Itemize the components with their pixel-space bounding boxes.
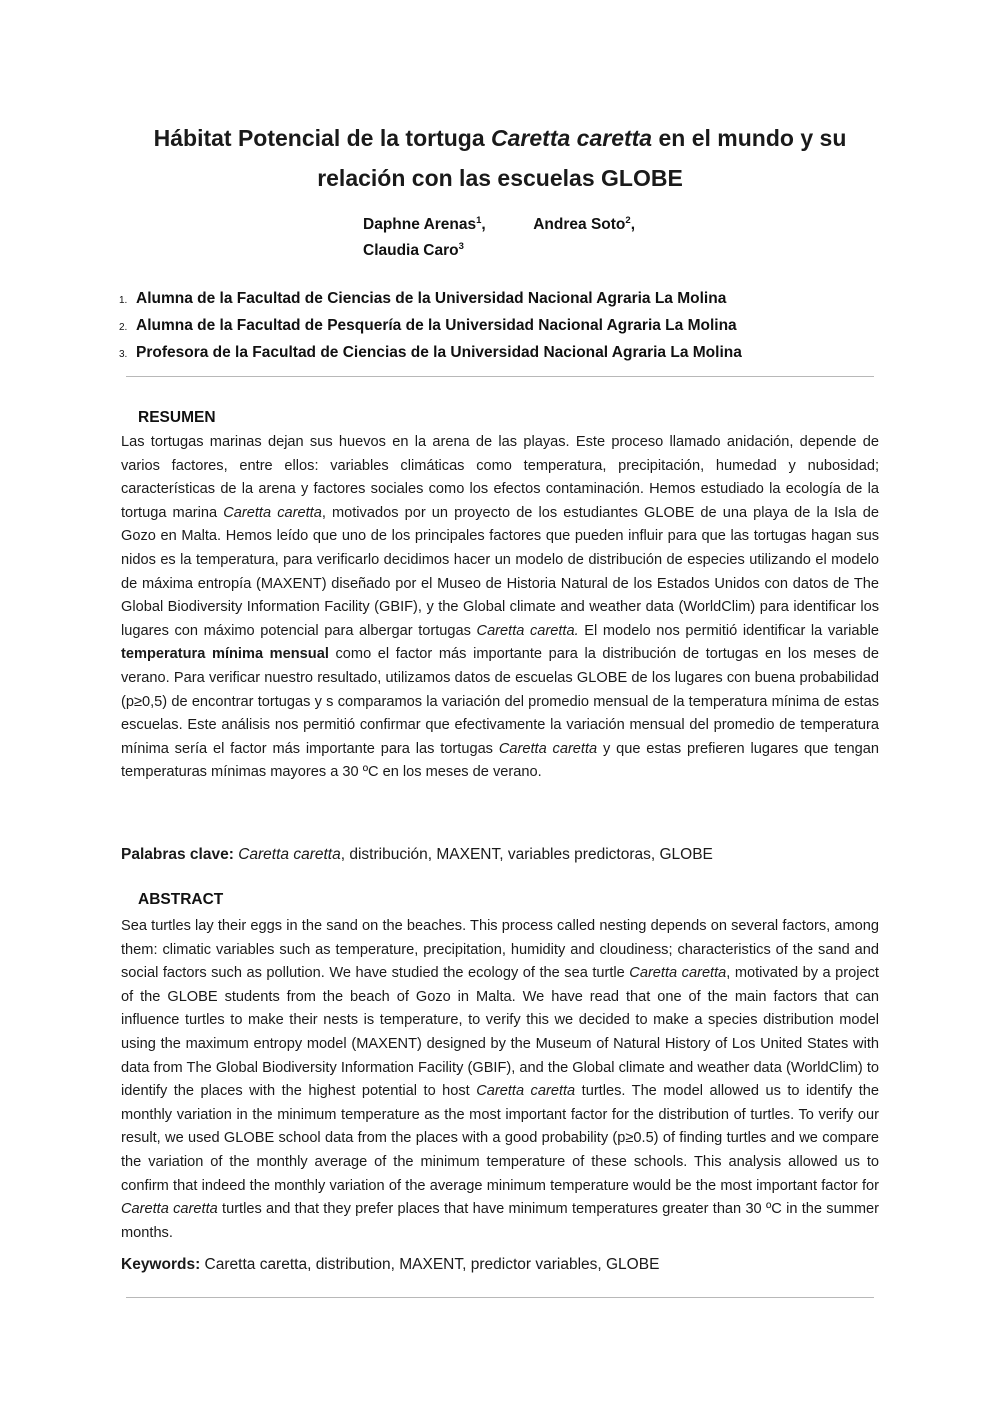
affiliation-item [119,286,879,313]
affiliation-text: Alumna de la Facultad de Ciencias de la Universidad Nacional Agraria La Molina [136,290,727,307]
divider-top [126,376,874,377]
affiliation-text: Alumna de la Facultad de Pesquería de la Universidad Nacional Agraria La Molina [136,317,737,334]
author-affil-sup: 1 [476,214,482,226]
abstract-heading: ABSTRACT [138,891,224,908]
palabras-clave [121,846,879,864]
title-text: relación con las escuelas GLOBE [317,165,683,191]
author-name: Daphne Arenas [363,216,477,233]
species-name: Caretta caretta [498,740,598,757]
palabras-clave-label: Palabras clave: [121,846,234,863]
body-text: El modelo nos permitió identificar la variable [578,622,879,639]
paper-title [100,118,900,198]
affiliation-list [119,286,879,367]
keywords-text: Caretta caretta, distribution, MAXENT, predictor variables, GLOBE [200,1256,660,1273]
author-affil-sup: 3 [458,240,464,252]
author-separator: , [630,216,635,233]
title-text: Hábitat Potencial de la tortuga [153,125,492,151]
species-name: Caretta caretta [121,1201,218,1218]
title-text: en el mundo y su [652,125,847,151]
title-species: Caretta caretta [491,125,653,151]
affiliation-number: 3. [119,349,128,360]
palabras-clave-text: , distribución, MAXENT, variables predictoras, GLOBE [340,846,713,863]
species-name: Caretta caretta [629,965,727,982]
body-text: turtles and that they prefer places that have minimum temperatures greater than 30 ºC in the summer months. [121,1201,879,1241]
species-name: Caretta caretta [238,846,341,863]
species-name: Caretta caretta [476,1083,576,1100]
author-separator: , [481,216,486,233]
body-text: , motivados por un proyecto de los estudiantes GLOBE de una playa de la Isla de Gozo en Malta. Hemos leído que uno de los principales factores que pueden influir para que las tortugas hagan sus nidos es la temperatura, para verificarlo decidimos hacer un modelo de distribución de especies utilizando el modelo de máxima entropía (MAXENT) diseñado por el Museo de Historia Natural de los Estados Unidos con datos de The Global Biodiversity Information Facility (GBIF), y the Global climate and weather data (WorldClim) para identificar los lugares con máximo potencial para albergar tortugas [121,504,880,639]
author-affil-sup: 2 [625,214,631,226]
body-text: Sea turtles lay their eggs in the sand on the beaches. This process called nesting depends on several factors, among them: climatic variables such as temperature, precipitation, humidity and cloudiness; characteristics of the sand and social factors such as pollution. We have studied the ecology of the sea turtle [121,918,879,982]
body-text: como el factor más importante para la distribución de tortugas en los meses de verano. Para verificar nuestro resultado, utilizamos datos de escuelas GLOBE de los lugares con buena probabilidad (p≥0,5) de encontrar tortugas y s comparamos la variación del promedio mensual de la temperatura mínima de estas escuelas. Este análisis nos permitió confirmar que efectivamente la variación mensual del promedio de temperatura mínima sería el factor más importante para las tortugas [121,646,880,757]
author [363,212,486,238]
affiliation-number: 1. [119,295,128,306]
author [533,212,635,238]
body-text: Las tortugas marinas dejan sus huevos en la arena de las playas. Este proceso llamado anidación, depende de varios factores, entre ellos: variables climáticas como temperatura, precipitación, humedad y nubosidad; características de la arena y factores sociales como los efectos contaminación. Hemos estudiado la ecología de la tortuga marina [121,434,879,521]
emphasis-text: temperatura mínima mensual [121,646,329,663]
abstract-body [121,915,879,1245]
affiliation-text: Profesora de la Facultad de Ciencias de la Universidad Nacional Agraria La Molina [136,344,742,361]
body-text: y que estas prefieren lugares que tengan temperaturas mínimas mayores a 30 ºC en los meses de verano. [121,740,879,781]
affiliation-item [119,313,879,340]
keywords [121,1256,879,1274]
author-name: Claudia Caro [363,242,459,259]
author [363,242,464,259]
divider-bottom [126,1297,874,1298]
species-name: Caretta caretta [223,504,322,521]
body-text: turtles. The model allowed us to identify the monthly variation in the minimum temperature as the most important factor for the distribution of turtles. To verify our result, we used GLOBE school data from the places with a good probability (p≥0.5) of finding turtles and we compare the variation of the monthly average of the minimum temperature of these schools. This analysis allowed us to confirm that indeed the monthly variation of the average minimum temperature would be the most important factor for [121,1083,879,1194]
author-list [363,212,663,264]
author-name: Andrea Soto [533,216,626,233]
affiliation-number: 2. [119,322,128,333]
species-name: Caretta caretta. [476,622,579,639]
affiliation-item [119,340,879,367]
resumen-body [121,431,879,785]
resumen-heading: RESUMEN [138,409,216,426]
keywords-label: Keywords: [121,1256,201,1273]
body-text: , motivated by a project of the GLOBE students from the beach of Gozo in Malta. We have read that one of the main factors that can influence turtles to make their nests is temperature, to verify this we decided to make a species distribution model using the maximum entropy model (MAXENT) designed by the Museum of Natural History of Los United States with data from The Global Biodiversity Information Facility (GBIF), and the Global climate and weather data (WorldClim) to identify the places with the highest potential to host [121,965,879,1100]
